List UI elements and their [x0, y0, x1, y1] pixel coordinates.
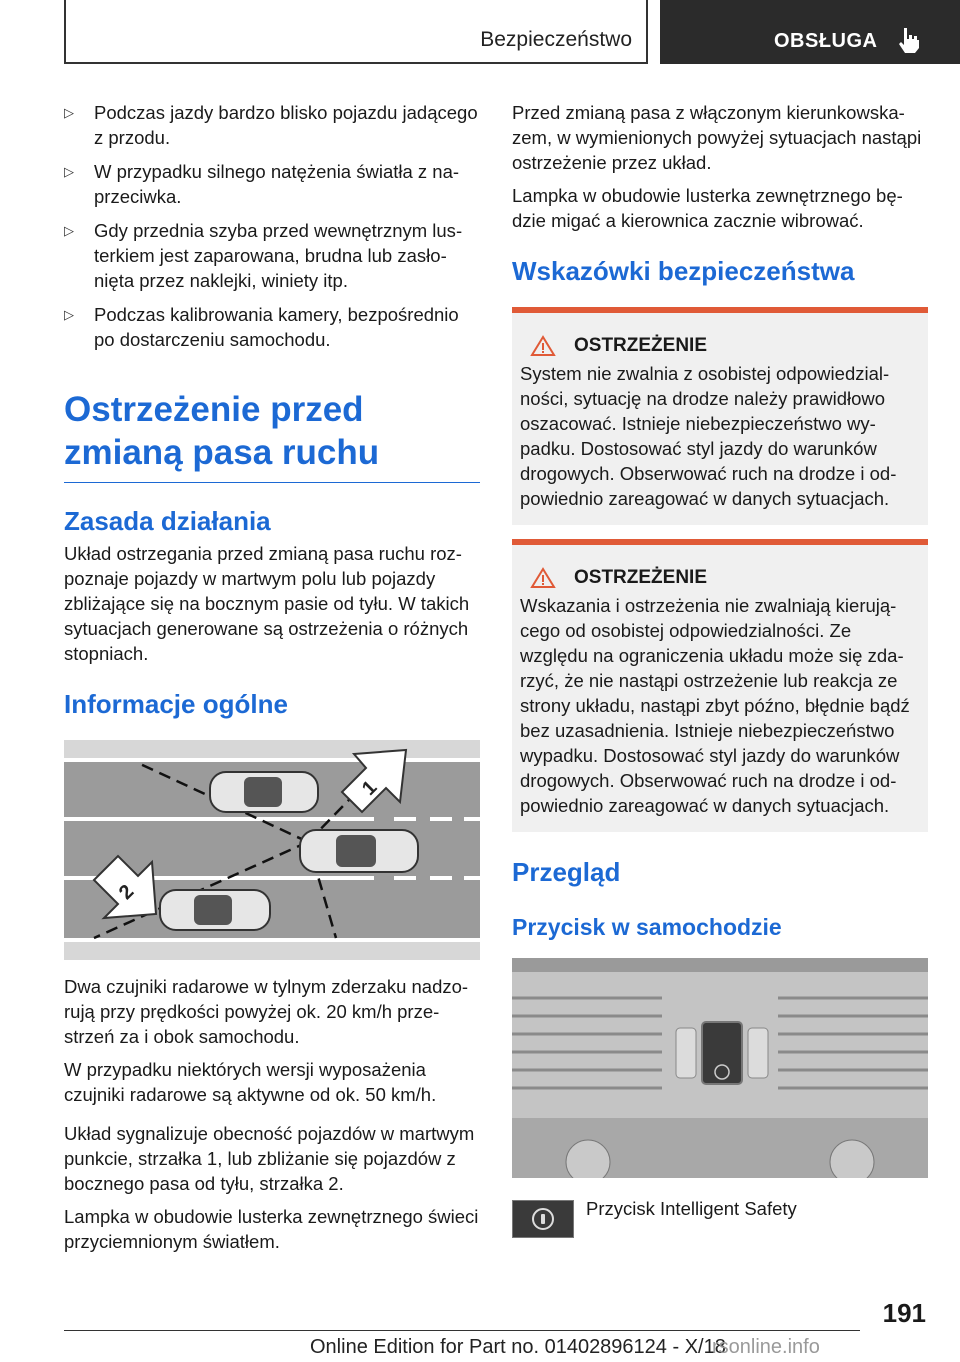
car-icon: [300, 830, 418, 872]
principle-heading: Zasada działania: [64, 506, 271, 536]
general-paragraph-4: Lampka w obudowie lusterka zewnętrznego świeci przyciemnionym światłem.: [64, 1206, 479, 1252]
overview-heading: Przegląd: [512, 857, 621, 887]
header-chapter-title: OBSŁUGA: [774, 30, 878, 52]
warning-box: [512, 307, 928, 525]
condition-list: [64, 100, 480, 352]
section-title: Ostrzeżenie przed zmianą pasa ruchu: [64, 388, 480, 483]
list-item: ▷ Podczas kalibrowania kamery, bezpośrednio po dostarczeniu samochodu.: [64, 304, 459, 350]
triangle-bullet-icon: ▷: [64, 223, 74, 238]
warning-text: Wskazania i ostrzeżenia nie zwalniają kierującego od osobistej odpowiedzialności. Ze względu na ograniczenia układu może się zdarzyć, że nie nastąpi ostrzeżenie lub reakcja ze strony układu, nastąpi zbyt późno, błędnie bądź bez uzasadnienia. Istnieje niebezpieczeństwo wypadku. Dostosować styl jazdy do warunków drogowych. Obserwować ruch na drodze i odpowiednio zareagować w danych sytuacjach.: [520, 595, 910, 816]
triangle-bullet-icon: ▷: [64, 164, 74, 179]
general-paragraph-3: Układ sygnalizuje obecność pojazdów w martwym punkcie, strzałka 1, lub zbliżanie się pojazdów z bocznego pasa od tyłu, strzałka 2.: [64, 1123, 475, 1194]
principle-text: Układ ostrzegania przed zmianą pasa ruchu rozpoznaje pojazdy w martwym polu lub pojazdy zbliżające się na bocznym pasie od tyłu. W takich sytuacjach generowane są ostrzeżenia o różnych stopniach.: [64, 543, 470, 664]
safety-heading: Wskazówki bezpieczeństwa: [512, 256, 855, 286]
lane-change-paragraph: Przed zmianą pasa z włączonym kierunkowskazem, w wymienionych powyżej sytuacjach nastąpi ostrzeżenie przez układ.: [512, 102, 922, 173]
warning-triangle-icon: [530, 567, 556, 589]
mirror-lamp-paragraph: Lampka w obudowie lusterka zewnętrznego będzie migać a kierownica zacznie wibrować.: [512, 185, 903, 231]
button-legend: [512, 1200, 928, 1238]
header-section-title: Bezpieczeństwo: [480, 28, 632, 51]
svg-text:2: 2: [114, 880, 139, 905]
warning-label: OSTRZEŻENIE: [574, 335, 708, 356]
button-heading: Przycisk w samochodzie: [512, 914, 782, 940]
warning-triangle-icon: [530, 335, 556, 357]
triangle-bullet-icon: ▷: [64, 307, 74, 322]
page-number: 191: [882, 1298, 926, 1328]
general-paragraph-1: Dwa czujniki radarowe w tylnym zderzaku nadzorują przy prędkości powyżej ok. 20 km/h przestrzeń za i obok samochodu.: [64, 976, 469, 1047]
header-section-tab: [64, 0, 648, 64]
list-item: ▷ W przypadku silnego natężenia światła z naprzeciwka.: [64, 161, 460, 207]
intelligent-safety-button-icon: [512, 1200, 574, 1238]
edition-text: Online Edition for Part no. 01402896124 - X/18: [310, 1336, 726, 1358]
warning-box: [512, 539, 928, 832]
triangle-bullet-icon: ▷: [64, 105, 74, 120]
warning-label: OSTRZEŻENIE: [574, 567, 708, 588]
list-item: ▷ Podczas jazdy bardzo blisko pojazdu jadącego z przodu.: [64, 102, 478, 148]
watermark: rsonline.info: [712, 1336, 820, 1358]
general-paragraph-2: W przypadku niektórych wersji wyposażenia czujniki radarowe są aktywne od ok. 50 km/h.: [64, 1059, 437, 1105]
list-item: ▷ Gdy przednia szyba przed wewnętrznym lusterkiem jest zaparowana, brudna lub zasłonięta przez naklejki, winiety itp.: [64, 220, 463, 291]
svg-text:1: 1: [357, 776, 382, 800]
car-icon: [210, 772, 318, 812]
footer-divider: [64, 1330, 860, 1331]
lane-change-diagram: [64, 740, 480, 960]
car-icon: [160, 890, 270, 930]
dashboard-illustration: [512, 958, 928, 1178]
general-heading: Informacje ogólne: [64, 689, 288, 719]
warning-text: System nie zwalnia z osobistej odpowiedzialności, sytuację na drodze należy prawidłowo oszacować. Istnieje niebezpieczeństwo wypadku. Dostosować styl jazdy do warunków drogowych. Obserwować ruch na drodze i odpowiednio zareagować w danych sytuacjach.: [520, 363, 897, 509]
dashboard-button-photo: [512, 958, 928, 1178]
button-caption: Przycisk Intelligent Safety: [586, 1198, 797, 1219]
left-column: [64, 100, 480, 1262]
road-illustration: [64, 740, 480, 960]
header-chapter-tab: [660, 0, 960, 64]
hand-pointer-icon: [896, 26, 922, 54]
right-column: [512, 100, 928, 1238]
